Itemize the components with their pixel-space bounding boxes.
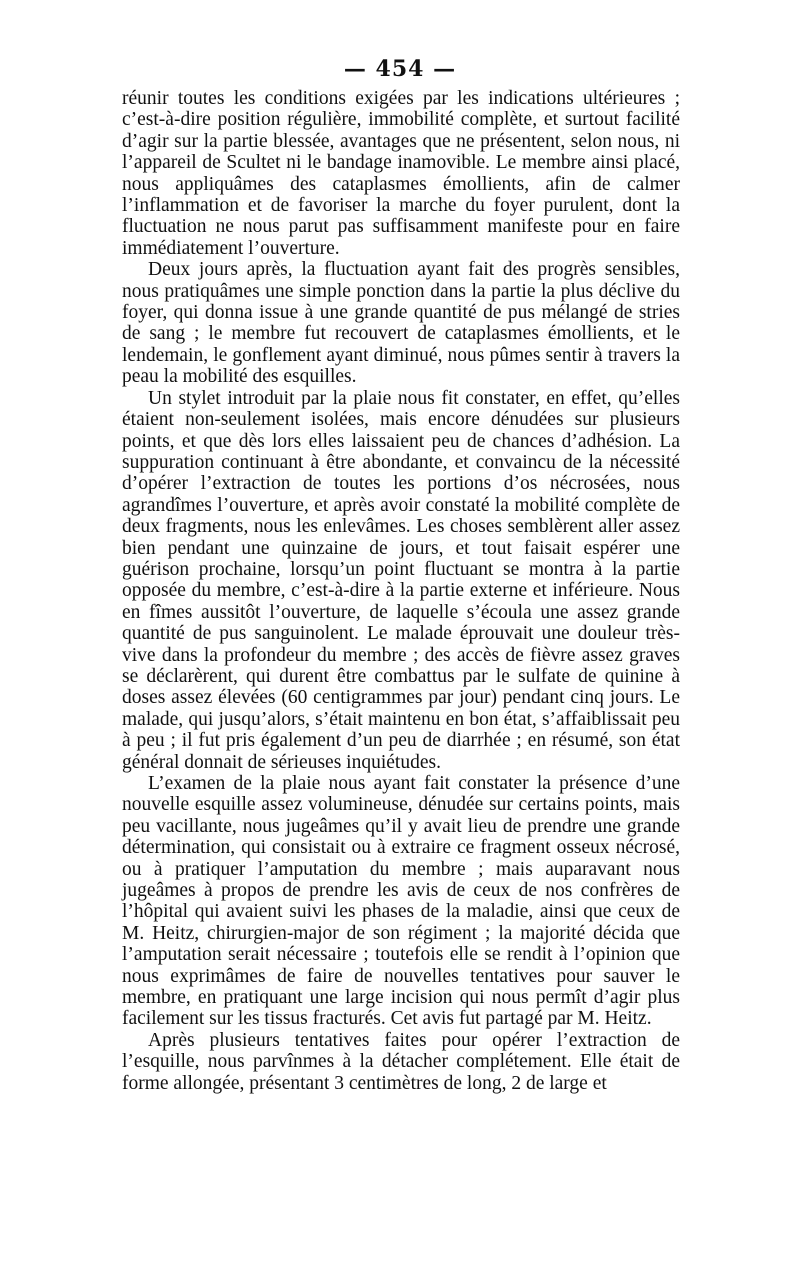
- paragraph: L’examen de la plaie nous ayant fait constater la présence d’une nouvelle esquille assez volumineuse, dénudée sur certains points, mais peu vacillante, nous jugeâmes qu’il y avait lieu de prendre une grande détermination, qui consistait ou à extraire ce fragment osseux nécrosé, ou à pratiquer l’amputation du membre ; mais auparavant nous jugeâmes à propos de prendre les avis de ceux de nos confrères de l’hôpital qui avaient suivi les phases de la maladie, ainsi que ceux de M. Heitz, chirurgien-major de son régiment ; la majorité décida que l’amputation serait nécessaire ; toutefois elle se rendit à l’opinion que nous exprimâmes de faire de nouvelles tentatives pour sauver le membre, en pratiquant une large incision qui nous permît d’agir plus facilement sur les tissus fracturés. Cet avis fut partagé par M. Heitz.: [122, 773, 680, 1030]
- paragraph: réunir toutes les conditions exigées par les indications ultérieures ; c’est-à-dire position régulière, immobilité complète, et surtout facilité d’agir sur la partie blessée, avantages que ne présentent, selon nous, ni l’appareil de Scultet ni le bandage inamovible. Le membre ainsi placé, nous appliquâmes des cataplasmes émollients, afin de calmer l’inflammation et de favoriser la marche du foyer purulent, dont la fluctuation ne nous parut pas suffisamment manifeste pour en faire immédiatement l’ouverture.: [122, 88, 680, 259]
- paragraph: Un stylet introduit par la plaie nous fit constater, en effet, qu’elles étaient non-seulement isolées, mais encore dénudées sur plusieurs points, et que dès lors elles laissaient peu de chances d’adhésion. La suppuration continuant à être abondante, et convaincu de la nécessité d’opérer l’extraction de toutes les portions d’os nécrosées, nous agrandîmes l’ouverture, et après avoir constaté la mobilité complète de deux fragments, nous les enlevâmes. Les choses semblèrent aller assez bien pendant une quinzaine de jours, et tout faisait espérer une guérison prochaine, lorsqu’un point fluctuant se montra à la partie opposée du membre, c’est-à-dire à la partie externe et inférieure. Nous en fîmes aussitôt l’ouverture, de laquelle s’écoula une assez grande quantité de pus sanguinolent. Le malade éprouvait une douleur très-vive dans la profondeur du membre ; des accès de fièvre assez graves se déclarèrent, qui durent être combattus par le sulfate de quinine à doses assez élevées (60 centigrammes par jour) pendant cinq jours. Le malade, qui jusqu’alors, s’était maintenu en bon état, s’affaiblissait peu à peu ; il fut pris également d’un peu de diarrhée ; en résumé, son état général donnait de sérieuses inquiétudes.: [122, 387, 680, 773]
- body-text: [122, 88, 680, 1094]
- paragraph: Deux jours après, la fluctuation ayant fait des progrès sensibles, nous pratiquâmes une simple ponction dans la partie la plus déclive du foyer, qui donna issue à une grande quantité de pus mélangé de stries de sang ; le membre fut recouvert de cataplasmes émollients, et le lendemain, le gonflement ayant diminué, nous pûmes sentir à travers la peau la mobilité des esquilles.: [122, 259, 680, 388]
- paragraph: Après plusieurs tentatives faites pour opérer l’extraction de l’esquille, nous parvînmes à la détacher complétement. Elle était de forme allongée, présentant 3 centimètres de long, 2 de large et: [122, 1029, 680, 1094]
- page-number: — 454 —: [343, 56, 457, 82]
